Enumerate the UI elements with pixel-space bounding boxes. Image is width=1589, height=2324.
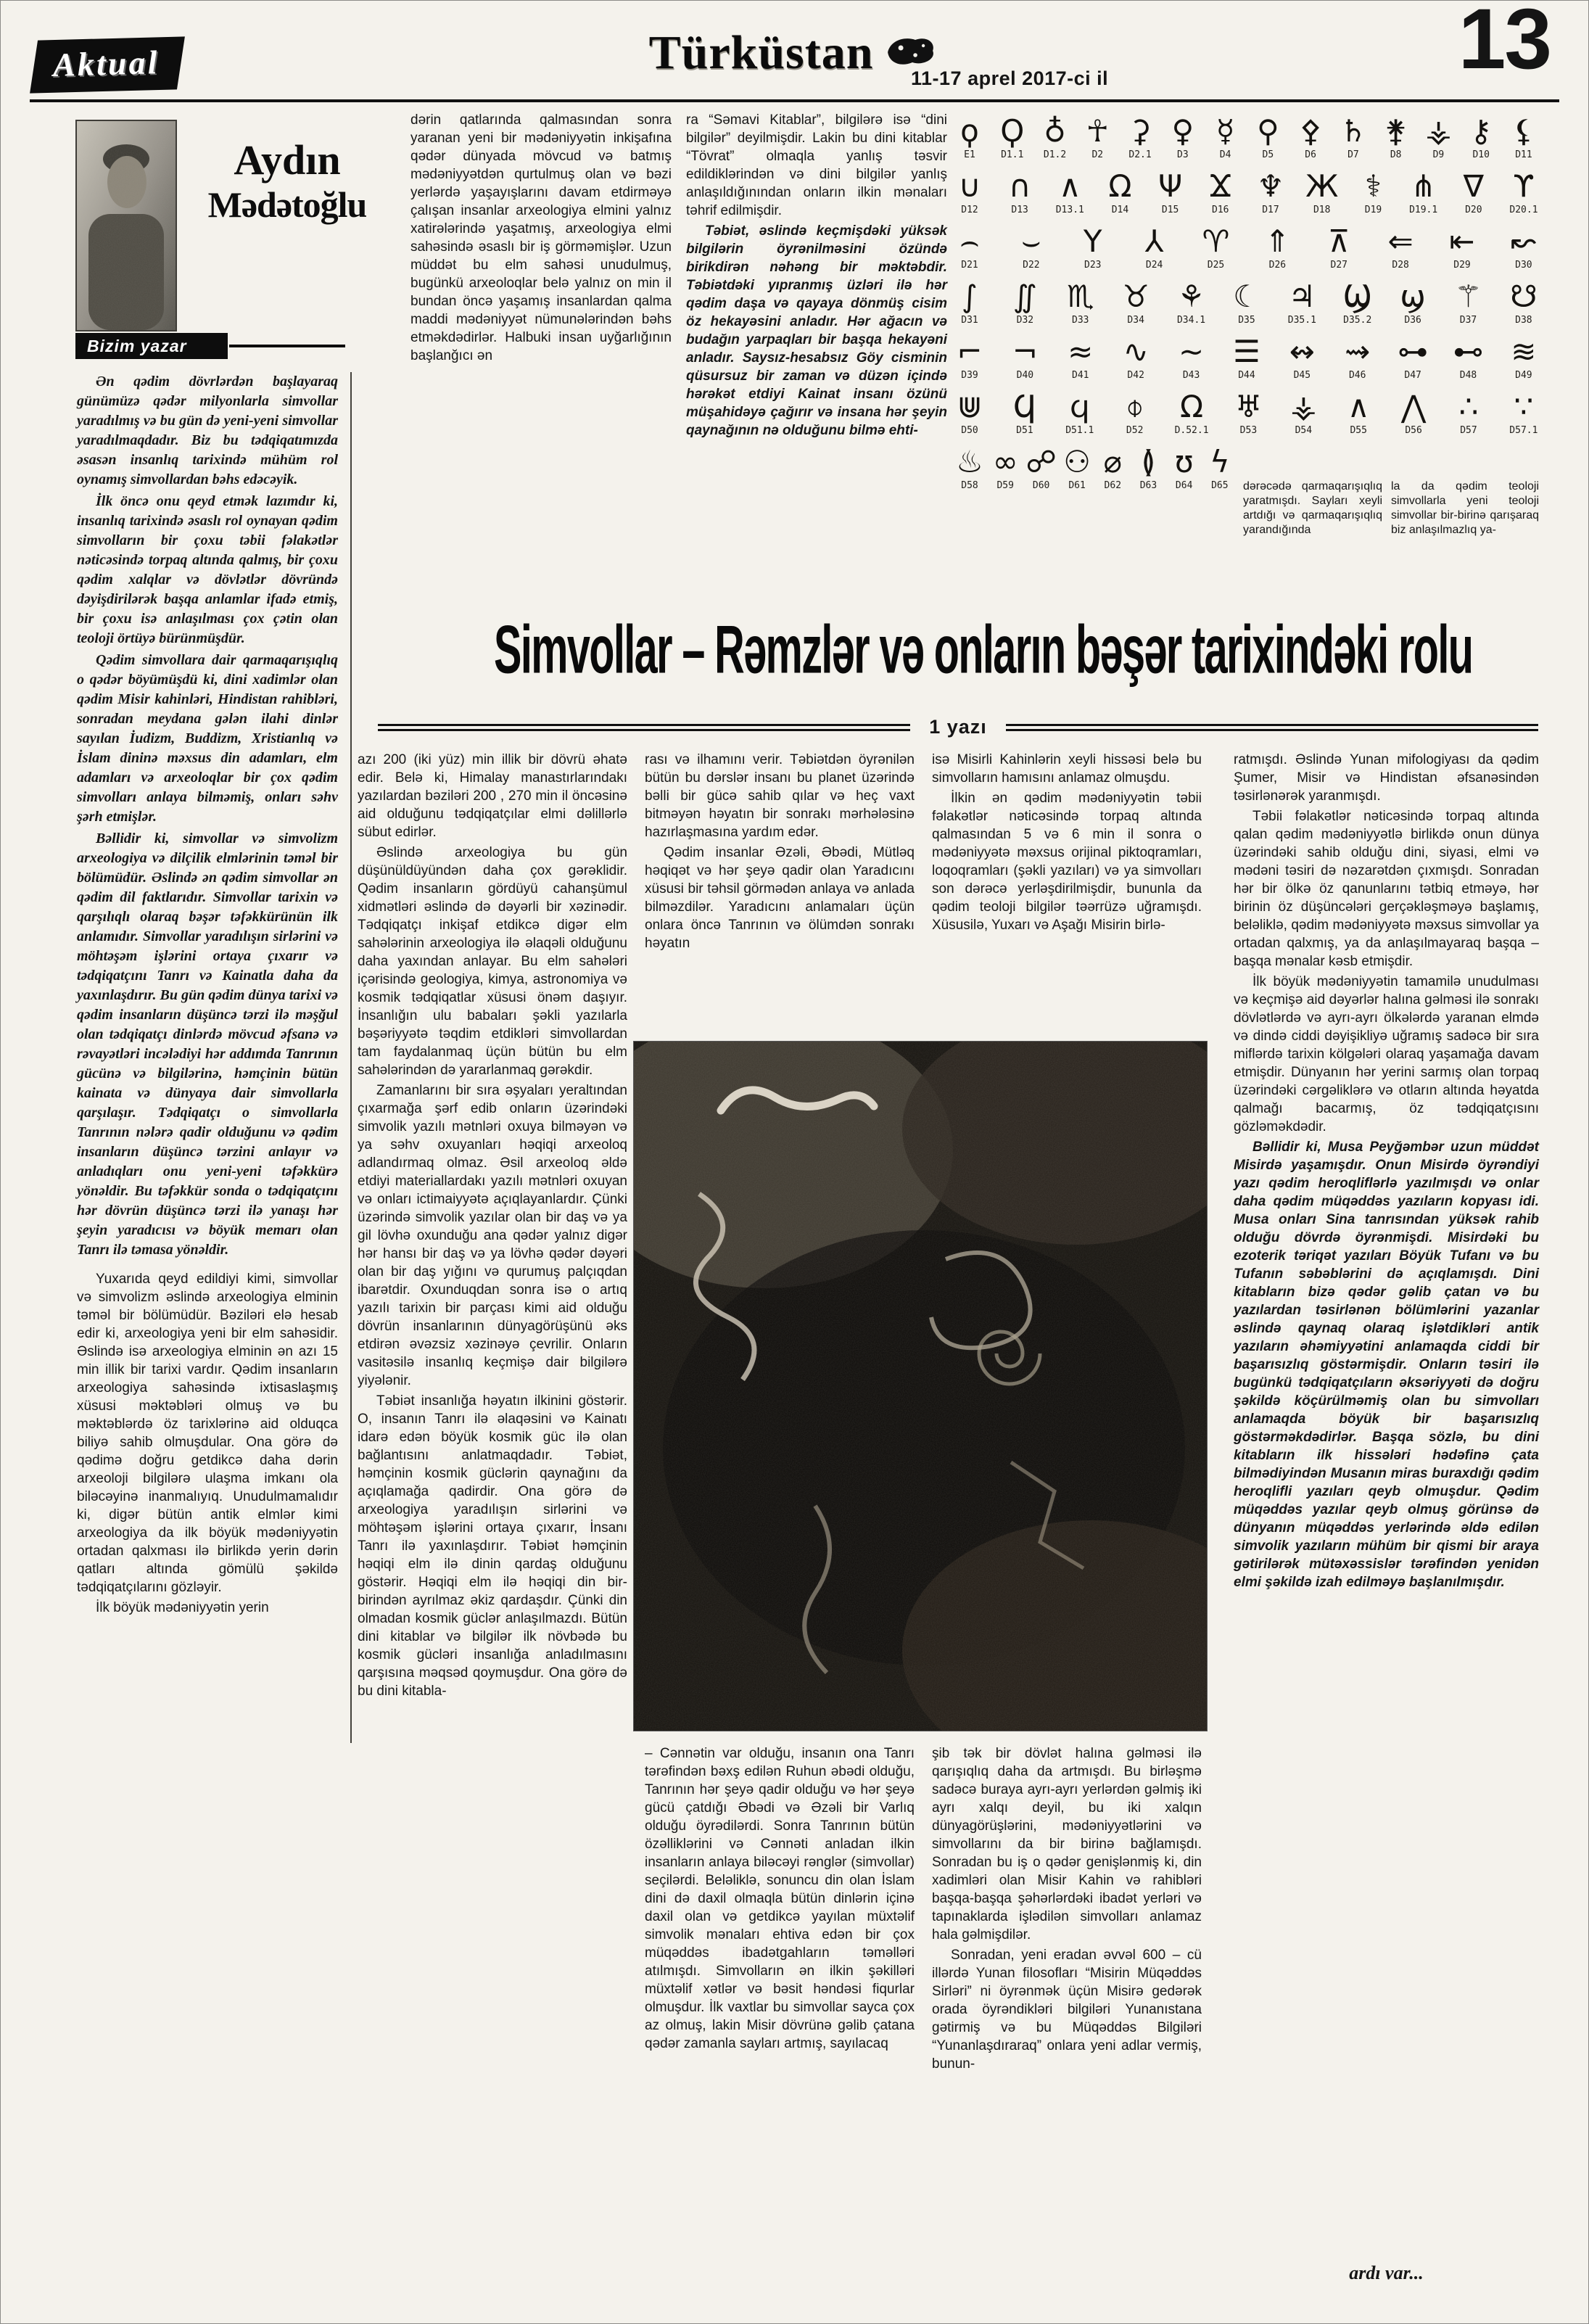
paragraph: Yuxarıda qeyd edildiyi kimi, simvollar və simvolizm əslində arxeologiya elminin təməl bir bölümüdür. Bəziləri elə hesab edir ki, arxeologiya yeni bir elm sahəsidir. Əslində isə arxeologiya elminin ən azı 15 min illik bir tarixi vardır. Qədim insanların arxeologiya sahəsində ixtisaslaşmış xüsusi məktəbləri olmuş və bu məktəblərdə öz tarixlərinə aid olduqca biliyə sahib olmuşdular. Ona görə də qədimə doğru getdikcə daha dərin arxeoloji bilgilərə ulaşma imkanı ola biləcəyinə inanmalıyıq. Unudulmamalıdır ki, digər bütün antik elmlər kimi arxeologiya da ilk böyük mədəniyyətin ortadan qalxması ilə birlikdə yerin dərin qatları altında gömülü şəkildə tədqiqatçılarını gözləyir.	[77, 1272, 338, 1595]
body-column-2	[358, 751, 627, 1702]
symbol-cell: Ω D14	[1108, 168, 1132, 215]
header-rule	[30, 99, 1559, 102]
symbol-cell: ☾ D35	[1233, 279, 1260, 326]
paragraph: Təbiət, əslində keçmişdəki yüksək bilgilərin öyrənilməsini özündə birikdirən nəhəng bir məktəbdir. Təbiətdəki yıpranmış üzləri ilə hər qədim daşa və qayaya dönmüş cisim öz hekayəsini anladır. Hər ağacın və budağın yarpaqları bir başqa hekayəni anladır. Saysız-hesabsız Göy cisminin qüsursuz bir zaman və düzən içində hərəkət etdiyi Kainat insanı özünü müşahidəyə çağırır və insana hər şeyin qaynağının nə olduğunu bilmə ehti-	[686, 223, 947, 438]
symbol-cell: Ϣ D35.2	[1343, 279, 1372, 326]
paragraph: Təbiət insanlığa həyatın ilkinini göstərir. O, insanın Tanrı ilə əlaqəsini və Kainatı idarə edən böyük kosmik güc ilə olan bağlantısını anlatmaqdadır. Təbiət, həmçinin kosmik güclərin qaynağını da açıqlamağa qadirdir. Ona görə də arxeologiya yaradılışın sirlərini və möhtəşəm işlərini ortaya çıxarır, İnsanı Tanrı ilə yaxınlaşdırır. Təbiət həmçinin həqiqi elm ilə dinin qardaş olduğunu göstərir. Həqiqi elm ilə həqiqi din bir-birindən ayrılmaz əkiz qardaşdır. Çünki din olmadan kosmik güclər anlaşılmazdı. Bütün dini kitablar və bilgilər ilk növbədə bu kosmik gücləri insanlığa anladılmasını qarşısına məqsəd qoymuşdur. Ona görə də bu dini kitabla-	[358, 1393, 627, 1699]
top-column-a	[410, 111, 672, 367]
symbol-cell: ≋ D49	[1511, 334, 1537, 381]
paragraph: Qədim simvollara dair qarmaqarışıqlıq o qədər böyümüşdü ki, dini xadimlər olan qədim Misir kahinləri, Hindistan rahibləri, sonradan meydana gələn ilahi dinlər sayılan İudizm, Buddizm, Xristianlıq və İslam dininə məxsus din adamları, elm adamları və arxeoloqlar bir çox qədim simvolları anlaya bilməmiş, onları səhv şərh etmişlər.	[77, 652, 338, 825]
symbol-cell: ♁ D1.2	[1043, 113, 1067, 160]
symbol-cell: ☋ D38	[1510, 279, 1538, 326]
symbol-cell: ϥ D51.1	[1065, 389, 1094, 436]
symbol-cell: Ψ D15	[1158, 168, 1183, 215]
symbol-cell: ⚳ D2.1	[1128, 113, 1152, 160]
symbol-cell: Υ D23	[1083, 223, 1102, 271]
symbol-cell: Ϥ D51	[1012, 389, 1036, 436]
symbol-cell: ∬ D32	[1012, 279, 1037, 326]
symbol-cell: Ϙ D1.1	[1000, 113, 1025, 160]
symbol-cell: ⚘ D34.1	[1176, 279, 1206, 326]
banner-rule	[229, 345, 345, 347]
left-column	[77, 372, 338, 1619]
symbol-cell: ⋔ D19.1	[1409, 168, 1438, 215]
symbol-row	[954, 169, 1539, 215]
paragraph: şib tək bir dövlət halına gəlməsi ilə qarışıqlıq daha da artmışdı. Bu birləşmə sadəcə buraya ayrı-ayrı yerlərdən gəlmiş iki ayrı xalqı deyil, bu iki xalqın dünyagörüşlərini, mədəniyyətlərini və simvollarını da bir birinə bağlamışdı. Sonradan bu iş o qədər genişlənmiş ki, din xadimləri olan Misir Kahin və rahibləri başqa-başqa şəhərlərdəki ibadət yerləri və tapınaklarda işlədilən simvolları anlamaz hala gəlmişdilər.	[932, 1746, 1202, 1942]
symbol-cell: ∧ D55	[1347, 389, 1370, 436]
symbol-cell: ♈ D25	[1202, 223, 1230, 271]
symbol-cell: ♆ D17	[1257, 168, 1284, 215]
symbol-cell: ⋓ D50	[957, 389, 983, 436]
symbol-cell: ⊷ D48	[1453, 334, 1484, 381]
symbol-cell: ⊶ D47	[1398, 334, 1429, 381]
paragraph: rası və ilhamını verir. Təbiətdən öyrənilən bütün bu dərslər insanı bu planet üzərində bəlli bir gücə sahib qılar və heç vaxt bitməyən həyatın bir sonrakı mərhələsinə hazırlaşmasına yardım edər.	[645, 752, 915, 840]
symbol-cell: ≬ D63	[1139, 444, 1157, 491]
body-column-5	[1234, 751, 1539, 1594]
paragraph: İlk böyük mədəniyyətin tamamilə unudulması və keçmişə aid dəyərlər halına gəlməsi ilə sonrakı dövlətlərdə və ayrı-ayrı ölkələrdə yaranan elmdə və dində ciddi dəyişikliyə uğramış sadəcə bir sıra miflərdə tarixin kölgələri olaraq yaşamağa davam etmişdir. Dünyanın hər yerini sarmış olan torpaq üzərindəki cərgəliklərə və otların altında həyatda qalmağı bacarmış, öz tədqiqatçısını gözləməkdədir.	[1234, 974, 1539, 1134]
paragraph: la da qədim teoloji simvollarla yeni teoloji simvollar bir-birinə qarışaraq biz anlaşılmazlıq ya-	[1391, 480, 1539, 536]
symbol-cell: ⚷ D10	[1469, 113, 1493, 160]
symbol-cell: ♏ D33	[1066, 279, 1094, 326]
symbol-cell: ϒ D20.1	[1509, 168, 1538, 215]
paragraph: İlk böyük mədəniyyətin yerin	[96, 1600, 269, 1615]
paragraph: Bəllidir ki, simvollar və simvolizm arxeologiya və dilçilik elmlərinin təməl bir bölümüdür. Əslində ən qədim simvollar ən qədim dil faktlarıdır. Simvollar tarixin və qarşılıqlı olaraq bəşər təfəkkürünün ilk anlamıdır. Simvollar yaradılışın sirlərini və möhtəşəm işlərini ortaya çıxarır və tədqiqatçını Tanrı və Kainatla daha da yaxınlaşdırır. Bu gün qədim dünya tarixi və qədim insanların düşüncə tərzi ilə məşğul olan tədqiqatçı dinlərdə mövcud əfsanə və rəvayətləri incələdiyi hər addımda Tanrının gücünə və bilgilərinə, həmçinin bütün kainata və dünyaya dair simvollarla qarşılaşır. Tədqiqatçı o simvollarla Tanrının nələrə qadir olduğunu və qədim insanların düşüncə tərzini anlayır və anladıqları onu yeni-yeni təfəkkürə yönəldir. Bu təfəkkür sonda o tədqiqatçını hər dövrün düşüncə tərzi ilə yanaşı hər şeyin yaradıcısı və böyük memarı olan Tanrı ilə təmasa yönəldir.	[77, 831, 338, 1258]
paragraph: dərin qatlarında qalmasından sonra yaranan yeni bir mədəniyyətin inkişafına qədər dünyada mövcud və batmış mədəniyyətdən qurtulmuş olan və bəzi yerlərdə yaşayışlarını davam etdirməyə çalışan insanlar arxeologiya elmini yalnız xatirələrində yaşatmış, arxeologiya elmi sahəsində əsaslı bir iş görməmişlər. Uzun müddət bu elm sahəsi unudulmuş, bugünkü arxeoloqlar belə yalnız on min il bundan öncə yaşamış insanlardan qalma maddi mədəniyyət nümunələrindən bəhs etməkdədirlər. Halbuki insan uyğarlığının başlanğıcı ən	[410, 112, 672, 363]
author-last-name: Mədətoğlu	[207, 184, 367, 225]
symbol-cell: ⌢ D21	[959, 223, 980, 271]
symbol-cell: ⌽ D52	[1126, 389, 1144, 436]
symbol-cell: ⇑ D26	[1264, 223, 1290, 271]
symbol-cell: ⚇ D61	[1063, 444, 1091, 491]
symbol-cell: ♃ D35.1	[1287, 279, 1316, 326]
paragraph: İlkin ən qədim mədəniyyətin təbii fəlakətlər nəticəsində torpaq altında qalmasından 5 və 6 min il sonra o mədəniyyətə məxsus orijinal piktoqramları, loqoqramları (şəkli yazıları) və ya simvolları son dərəcə yerləşdirilmişdir, bununla da qədim teoloji bilgilər təərrüzə uğramışdı. Xüsusilə, Yuxarı və Aşağı Misirin birlə-	[932, 791, 1202, 933]
paragraph: ratmışdı. Əslində Yunan mifologiyası da qədim Şumer, Misir və Hindistan əfsanəsindən təsirlənərək yaranmışdı.	[1234, 752, 1539, 804]
body-column-4-bottom	[932, 1744, 1202, 2075]
symbol-cell: ♨ D58	[956, 444, 983, 491]
symbol-cell: ☿ D4	[1216, 113, 1235, 160]
paragraph: isə Misirli Kahinlərin xeyli hissəsi belə bu simvolların hamısını anlamaz olmuşdu.	[932, 752, 1202, 786]
symbol-cell: ⇐ D28	[1387, 223, 1413, 271]
symbol-cell: Ω D.52.1	[1174, 389, 1209, 436]
symbol-cell: Ϫ D16	[1208, 168, 1232, 215]
kicker-row	[378, 716, 1538, 738]
symbol-cell: ⇝ D46	[1345, 334, 1371, 381]
symbol-cell: ∩ D13	[1008, 168, 1031, 215]
symbol-cell: ∵ D57.1	[1509, 389, 1538, 436]
symbol-cell: ≈ D41	[1068, 334, 1094, 381]
symbol-row	[954, 445, 1235, 491]
symbol-cell: ♅ D53	[1234, 389, 1263, 436]
symbol-row	[954, 279, 1539, 326]
symbol-cell: ⅄ D24	[1144, 223, 1164, 271]
symbol-row	[954, 334, 1539, 381]
kicker-label: 1 yazı	[929, 716, 987, 738]
symbol-cell: ⚶ D9	[1425, 113, 1452, 160]
symbol-cell: ⋀ D56	[1400, 389, 1427, 436]
body-column-3-bottom	[645, 1744, 915, 2055]
top-column-b	[686, 111, 947, 442]
paragraph: azı 200 (iki yüz) min illik bir dövrü əhatə edir. Belə ki, Himalay manastırlarındakı yazılardan bəziləri 200 , 270 min il öncəsinə aid olduğunu tədqiqatçılar elmi dəlillərlə sübut edirlər.	[358, 752, 627, 840]
symbol-cell: ⚲ D5	[1256, 113, 1279, 160]
symbol-cell: ϟ D65	[1210, 444, 1230, 491]
rock-art-photo	[633, 1041, 1208, 1731]
paragraph: ra “Səmavi Kitablar”, bilgilərə isə “dini bilgilər” deyilmişdir. Lakin bu dini kitablar “Tövrat” olmaqla yanlış təsvir edildiklərindən və dini bilgilər yanlış anlaşıldığınından onların ilkin mənaları təhrif edilmişdir.	[686, 112, 947, 218]
issue-date: 11-17 aprel 2017-ci il	[911, 67, 1109, 89]
symbol-cell: ϣ D36	[1400, 279, 1426, 326]
symbol-row	[954, 224, 1539, 271]
under-chart-column-a	[1243, 479, 1382, 540]
paragraph: Bəllidir ki, Musa Peyğəmbər uzun müddət Misirdə yaşamışdır. Onun Misirdə öyrəndiyi yazı qədim heroqliflərlə yazılmışdı və onlar daha qədim müqəddəs yazıların kopyası idi. Musa onları Sina tanrısından yüksək rahib olduğu dövrdə öyrənmişdi. Misirdəki bu ezoterik təriqət yazıları Böyük Tufanı və bu Tufanın səbəblərini də açıqlamışdı. Dini kitabların bizə qədər gəlib çatan və bu yazılardan təsirlənən bölümlərini yazanlar əslində qaynaq olaraq işlətdikləri antik yazıların əhəmiyyətini anlamaqda ciddi bir başarısızlıq göstərmişdir. Onların təsiri ilə bugünkü tədqiqatçıların əksəriyyəti də doğru şəkildə köçürülməmiş olan bu simvolları anlamaqda böyük bir başarısızlıq göstərməkdədirlər. Başqa sözlə, bu dini kitabların ilk hissələri hədəfinə çata bilmədiyindən Musanın miras buraxdığı qədim heroqlifli yazıları qeyb olmuşdur. Qədim müqəddəs yazılar qeyb olmuş görünsə də dünyanın müqəddəs yerlərində əldə edilən simvolik yazıların mühüm bir qismi bir araya gətirilərək mütəxəssislər tərəfindən yenidən elmi şəkildə izah edilməyə başlanılmışdır.	[1234, 1140, 1539, 1590]
paragraph: dərəcədə qarmaqarışıqlıq yaratmışdı. Sayları xeyli artdığı və qarmaqarışıqlıq yarandığında	[1243, 480, 1382, 536]
paragraph: Qədim insanlar Əzəli, Əbədi, Mütləq həqiqət və hər şeyə qadir olan Yaradıcını xüsusi bir təhsil görmədən anlaya və anlada bilməzdilər. Yaradıcını anlamaları üçün onlara öncə Tanrının və ölümdən sonrakı həyatın	[645, 845, 915, 951]
symbol-cell: ϙ E1	[960, 113, 979, 160]
paragraph: Əslində arxeologiya bu gün düşünüldüyündən daha çox gərəklidir. Qədim insanların gördüyü cahanşümul xidmətləri əslində də dəyərli bir xəzinədir. Tədqiqatçı inkişaf etdikcə digər elm sahələrinin arxeologiya ilə əlaqəli olduğunu daha yaxından anlayar. Bu elm sahələri içərisində geologiya, kimya, astronomiya və kosmik tədqiqatlar xüsusi önəm daşıyır. İnsanlığın ulu babaları şəkli yazılarla bəşəriyyətə təqdim etdikləri simvollardan tam faydalanmaq üçün bütün bu elm sahələrindən də yararlanmaq gərəkdir.	[358, 845, 627, 1078]
symbol-row	[954, 390, 1539, 436]
author-first-name: Aydın	[234, 136, 341, 184]
symbol-cell: ∴ D57	[1458, 389, 1479, 436]
aktual-section-logo	[30, 36, 185, 93]
symbol-cell: ↜ D30	[1511, 223, 1537, 271]
symbol-cell: ∼ D43	[1178, 334, 1205, 381]
symbol-cell: ∿ D42	[1123, 334, 1149, 381]
symbol-chart	[954, 114, 1539, 500]
symbol-cell: ☍ D60	[1025, 444, 1057, 491]
symbol-cell: ⚚ D37	[1454, 279, 1482, 326]
symbol-cell: ∫ D31	[961, 279, 978, 326]
author-photo	[75, 120, 177, 331]
symbol-cell: ∧ D13.1	[1055, 168, 1084, 215]
symbol-cell: ⚕ D19	[1364, 168, 1382, 215]
symbol-cell: ∞ D59	[992, 444, 1018, 491]
column-divider	[350, 372, 352, 1743]
symbol-cell: ♄ D7	[1340, 113, 1367, 160]
kicker-rule-right	[1006, 724, 1538, 731]
symbol-cell: ⊼ D27	[1327, 223, 1350, 271]
paragraph: Təbii fəlakətlər nəticəsində torpaq altında qalan qədim mədəniyyətlə birlikdə onun dünya üzərindəki sahib olduğu dini, siyasi, elmi və mədəni təsiri də nəzarətdən çıxmışdı. Sonradan hər bir ölkə öz qanunlarını tətbiq etməyə, hər birinin öz düşüncələri gerçəkləşməyə başlamış, beləliklə, qədim mədəniyyətə məxsus simvollar ya ortadan qalxmış, ya da anlaşılmayaraq başqa – başqa mənalar kəsb etmişdir.	[1234, 809, 1539, 969]
under-chart-column-b	[1391, 479, 1539, 540]
symbol-cell: ⇤ D29	[1449, 223, 1475, 271]
paragraph: Ən qədim dövrlərdən başlayaraq günümüzə qədər milyonlarla simvollar yaradılmış və bu gün də yeni-yeni simvollar yaradılmaqdadır. Biz bu tədqiqatımızda əsasən insanlıq tarixində mühüm rol oynamış simvollardan bəhs edəcəyik.	[77, 374, 338, 487]
symbol-cell: ʊ D64	[1174, 444, 1194, 491]
masthead	[649, 25, 941, 81]
author-banner	[75, 333, 228, 359]
symbol-cell: ⌐ D39	[957, 334, 983, 381]
article-headline: Simvollar – Rəmzlər və onların bəşər tarixindəki rolu	[494, 612, 1473, 688]
symbol-cell: ♀ D3	[1171, 113, 1194, 160]
symbol-cell: ⌀ D62	[1103, 444, 1122, 491]
symbol-cell: ⚴ D6	[1299, 113, 1322, 160]
lead-italic-text	[77, 372, 338, 1260]
symbol-cell: ∪ D12	[958, 168, 981, 215]
symbol-cell: ⚶ D54	[1290, 389, 1317, 436]
symbol-cell: ⚸ D11	[1512, 113, 1535, 160]
paragraph: Sonradan, yeni eradan əvvəl 600 – cü illərdə Yunan filosofları “Misirin Müqəddəs Sirləri” ni öyrənmək üçün Misirə gedərək orada öyrəndikləri bilgiləri Yunanıstana gətirmiş və bu Müqəddəs Bilgiləri “Yunanlaşdıraraq” onlara yeni adlar vermiş, bunun-	[932, 1948, 1202, 2072]
symbol-cell: ⌣ D22	[1021, 223, 1041, 271]
body-column-3-top	[645, 751, 915, 1035]
left-column-text	[77, 1270, 338, 1617]
symbol-cell: ∇ D20	[1463, 168, 1484, 215]
author-name	[182, 137, 392, 226]
to-be-continued-note: ardı var...	[1349, 2262, 1424, 2283]
kicker-rule-left	[378, 724, 910, 731]
symbol-cell: ↭ D45	[1289, 334, 1315, 381]
page-number: 13	[1458, 0, 1551, 87]
body-column-4-top	[932, 751, 1202, 1035]
symbol-cell: ⚵ D8	[1384, 113, 1408, 160]
paragraph: Zamanlarını bir sıra əşyaları yeraltından çıxarmağa şərf edib onların üzərindəki simvolik yazılı mətnləri oxuya bilməyən və ya səhv oxuyanları həqiqi arxeoloq adlandırmaq olmaz. Əsil arxeoloq əldə etdiyi materiallardakı yazılı mətnləri oxuyan və onları ictimaiyyətə açıqlayanlardır. Çünki üzərində simvolik yazılar olan bir daş və ya gil lövhə oxunduğu ana qədər yalnız digər hər hansı bir daş və ya lövhə qədər dəyəri olan bir daş yığını və qurumuş palçıqdan ibarətdir. Oxunduqdan sonra isə o artıq yazılı tarixin bir parçası kimi aid olduğu dövrün insanlarının dünyagörüşünü əks etdirən əvəzsiz xəzinəyə çevrilir. Onların vasitəsilə insanlıq keçmişə dair bilgilərə yiyələnir.	[358, 1083, 627, 1388]
symbol-cell: Ж D18	[1305, 168, 1339, 215]
symbol-cell: ☰ D44	[1233, 334, 1260, 381]
section-label: Aktual	[52, 44, 160, 83]
author-banner-label: Bizim yazar	[87, 336, 187, 355]
masthead-title: Türküstan	[648, 26, 874, 79]
symbol-cell: ♉ D34	[1122, 279, 1150, 326]
symbol-cell: ¬ D40	[1012, 334, 1038, 381]
symbol-row	[954, 114, 1539, 160]
symbol-cell: ☥ D2	[1086, 113, 1109, 160]
paragraph: – Cənnətin var olduğu, insanın ona Tanrı tərəfindən bəxş edilən Ruhun əbədi olduğu, Tanrının hər şeyə qadir olduğu və hər şeyə gücü çatdığı Əbədi və Əzəli bir Varlıq olduğu öyrədilərdi. Sonra Tanrının bütün özəlliklərini və Cənnəti anladan ilkin insanların anlaya biləcəyi rənglər (simvollar) seçilərdi. Beləliklə, sonuncu din olan İslam dini də daxil olmaqla bütün dinlərin içinə daxil olan və getdikcə yayılan müxtəlif simvolik mənaları ehtiva edən bir çox müqəddəs ibadətgahların təməlləri atılmışdı. Simvolların ən ilkin şəkilləri müxtəlif xətlər və bəsit həndəsi fiqurlar olmuşdur. İlk vaxtlar bu simvollar sayca çox az olmuş, lakin Misir dövrünə gəlib çatana qədər zamanla sayları artmış, sayılacaq	[645, 1746, 915, 2051]
paragraph: İlk öncə onu qeyd etmək lazımdır ki, insanlıq tarixində əsaslı rol oynayan qədim simvolların bir çoxu təbii fəlakətlər nəticəsində torpaq altında qalmış, bir çoxu qədim xalqlar və dövlətlər dövründə dəyişdirilərək başqa anlamlar ifadə etmiş, bir çoxu isə anlaşılması çox çətin olan teoloji örtüyə bürünmüşdür.	[77, 493, 338, 646]
